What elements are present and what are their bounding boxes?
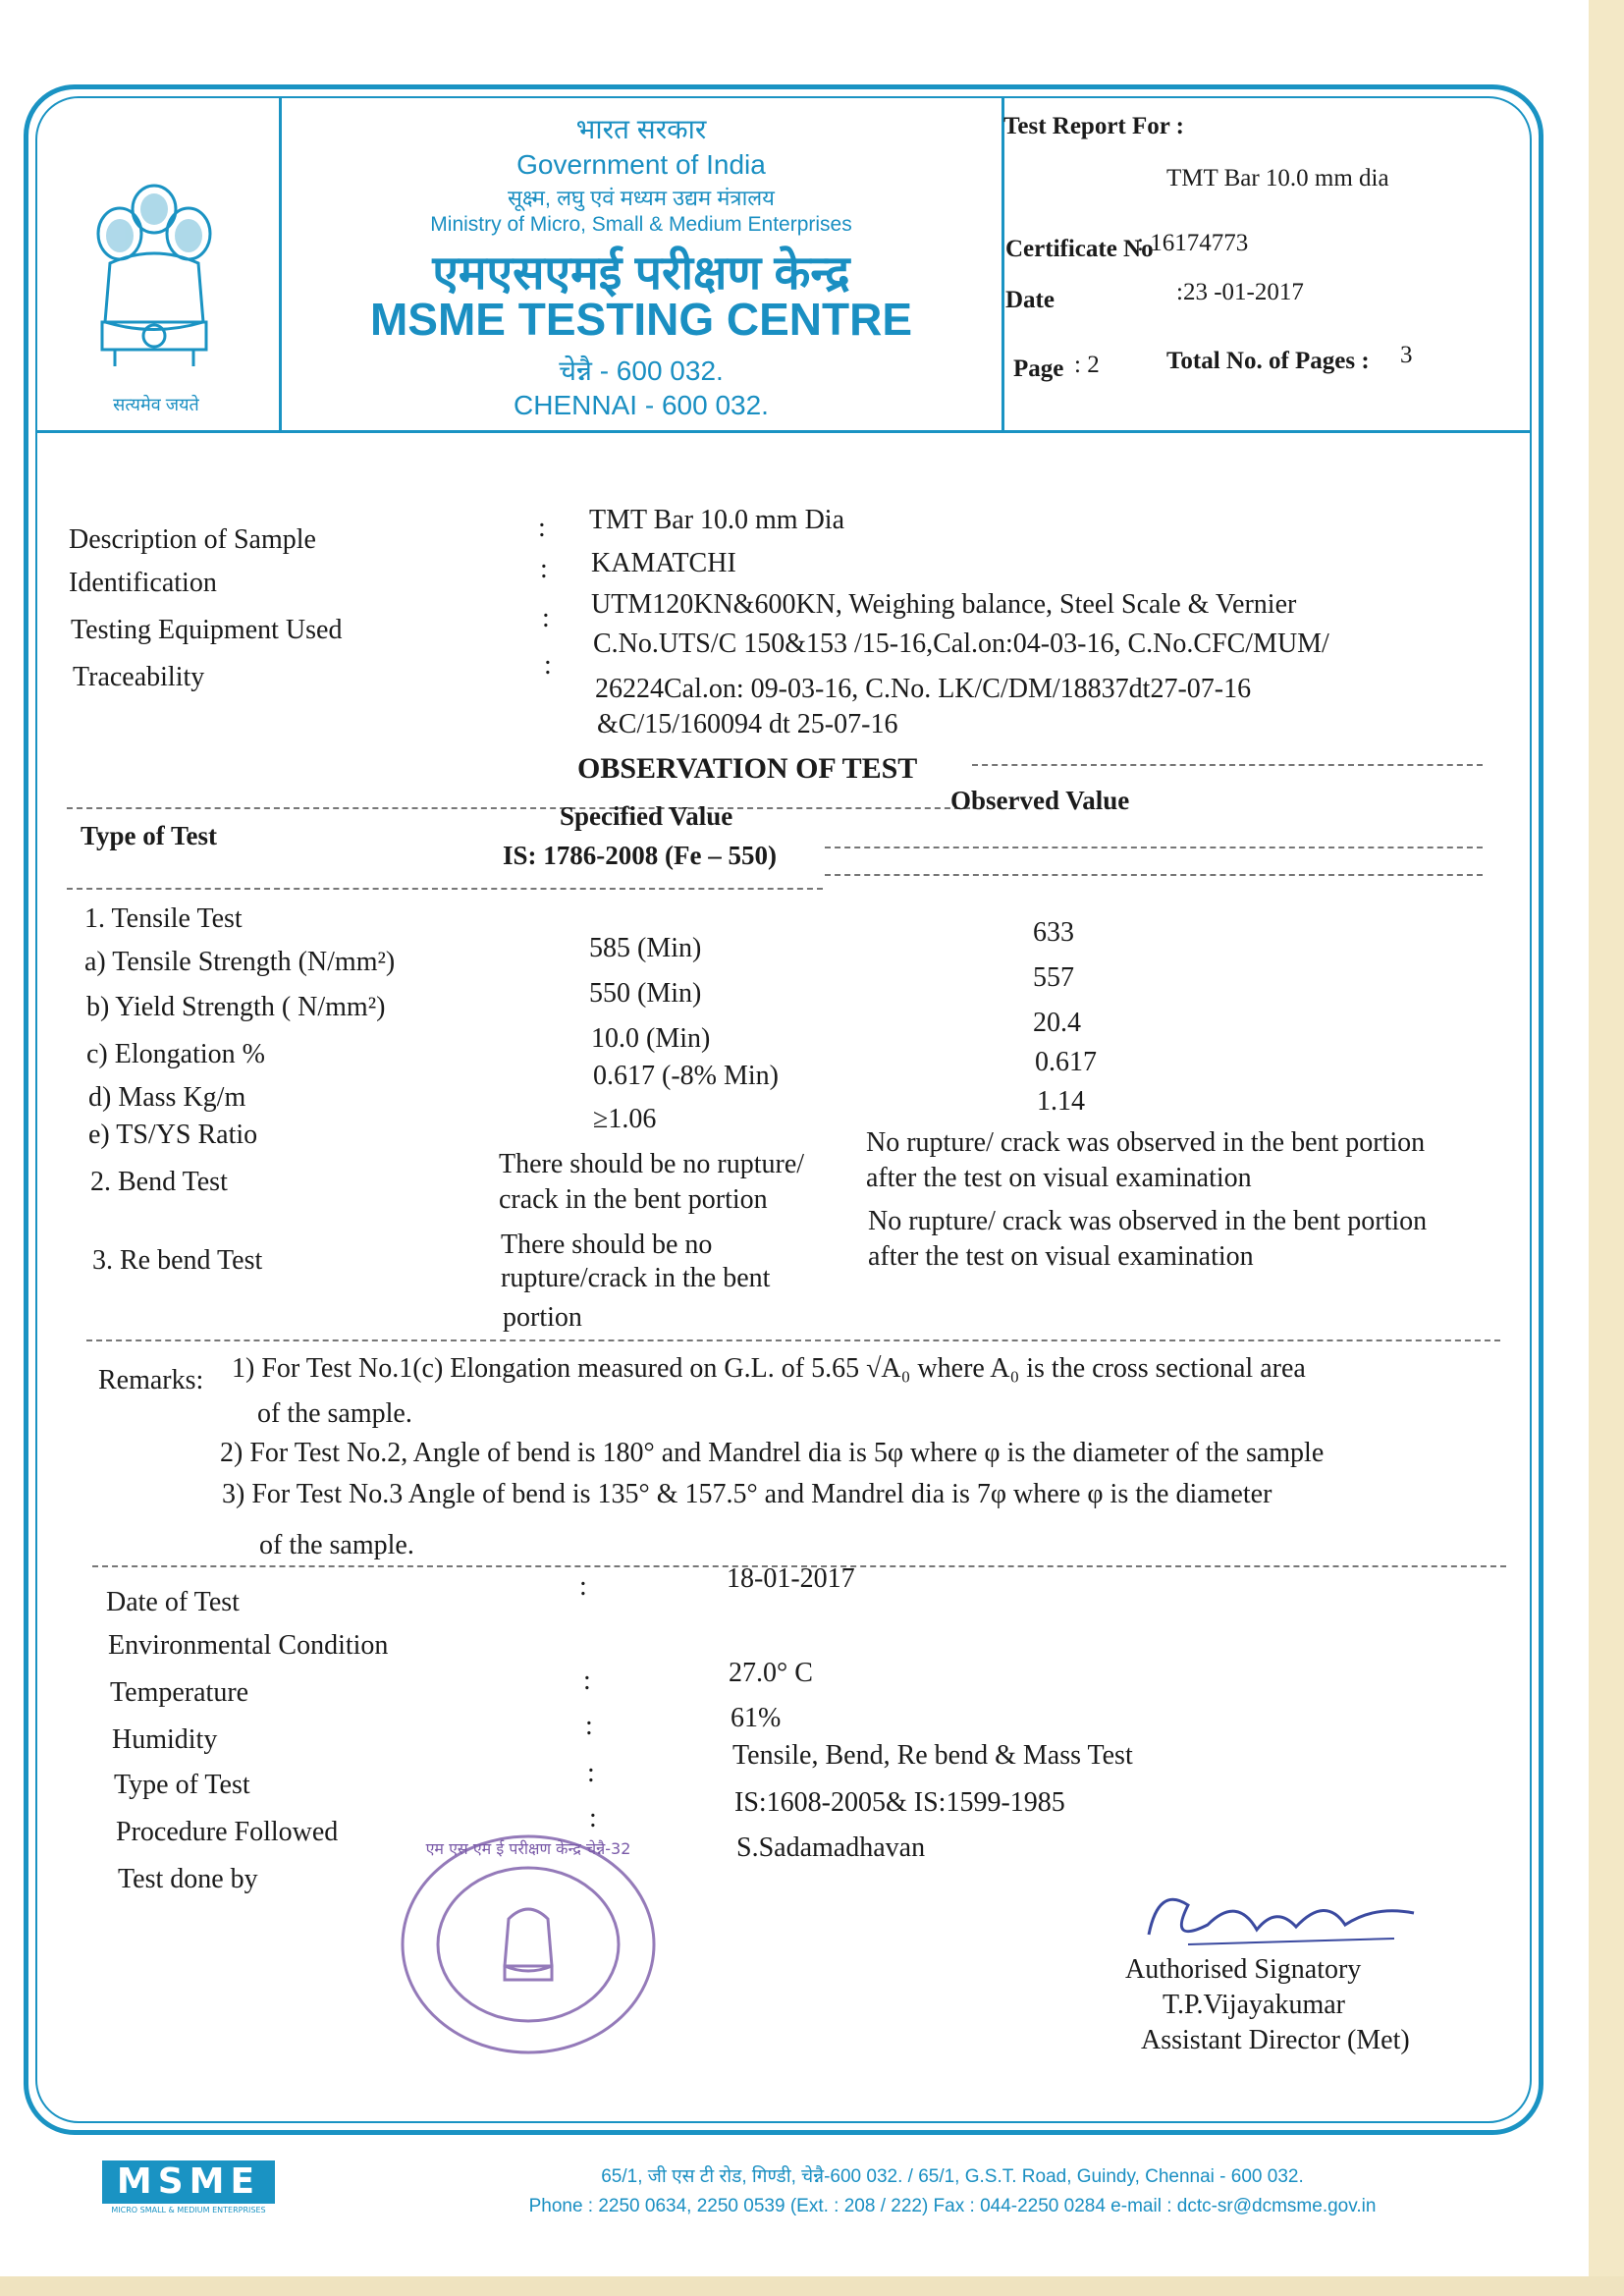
spec-yield-strength: 550 (Min) xyxy=(589,978,702,1009)
spec-rebend-line-3: portion xyxy=(503,1302,582,1333)
sample-label-description: Description of Sample xyxy=(69,524,316,555)
test-tensile: 1. Tensile Test xyxy=(84,903,243,934)
remark-3: 3) For Test No.3 Angle of bend is 135° & 157.5° and Mandrel dia is 7φ where φ is the diameter xyxy=(222,1479,1272,1509)
sample-colon: : xyxy=(542,603,550,633)
cond-colon: : xyxy=(587,1758,595,1788)
hindi-ministry: सूक्ष्म, लघु एवं मध्यम उद्यम मंत्रालय xyxy=(508,186,775,210)
sample-colon: : xyxy=(538,513,546,543)
observation-title: OBSERVATION OF TEST xyxy=(577,752,918,785)
city: CHENNAI - 600 032. xyxy=(514,390,769,420)
obs-value: 0.617 xyxy=(1035,1047,1097,1077)
sample-label-equipment: Testing Equipment Used xyxy=(71,615,343,645)
spec-rebend-line-1: There should be no xyxy=(501,1230,713,1260)
obs-value: 557 xyxy=(1033,962,1074,993)
spec-mass: 0.617 (-8% Min) xyxy=(593,1061,779,1091)
cond-colon: : xyxy=(579,1571,587,1602)
national-emblem-icon xyxy=(81,175,228,391)
remarks-label: Remarks: xyxy=(98,1365,204,1395)
ministry: Ministry of Micro, Small & Medium Enterprises xyxy=(430,213,852,236)
sample-value-identification: KAMATCHI xyxy=(591,548,736,578)
obs-rebend-line-2: after the test on visual examination xyxy=(868,1241,1254,1272)
emblem-motto: सत्यमेव जयते xyxy=(113,395,199,414)
signatory-designation: Assistant Director (Met) xyxy=(1141,2025,1410,2055)
cond-label-date: Date of Test xyxy=(106,1587,240,1617)
sample-value-equipment: UTM120KN&600KN, Weighing balance, Steel Scale & Vernier xyxy=(591,589,1297,620)
test-mass: d) Mass Kg/m xyxy=(88,1082,246,1113)
date-label: Date xyxy=(1005,287,1055,313)
signatory-name: T.P.Vijayakumar xyxy=(1163,1990,1345,2020)
government-of-india: Government of India xyxy=(516,149,766,180)
obs-bend-line-2: after the test on visual examination xyxy=(866,1163,1252,1193)
divider xyxy=(67,807,970,809)
col-observed-value: Observed Value xyxy=(950,786,1130,815)
cond-value-date: 18-01-2017 xyxy=(727,1563,855,1594)
remark-1-cont: of the sample. xyxy=(257,1398,412,1429)
page-bottom-edge xyxy=(0,2276,1624,2296)
cond-value-done-by: S.Sadamadhavan xyxy=(736,1832,926,1863)
spec-tensile-strength: 585 (Min) xyxy=(589,933,702,963)
signature-icon xyxy=(1129,1876,1434,1964)
centre-name: MSME TESTING CENTRE xyxy=(369,294,913,345)
cond-label-procedure: Procedure Followed xyxy=(116,1817,339,1847)
certificate-value: : 16174773 xyxy=(1137,230,1249,256)
divider xyxy=(972,764,1483,766)
obs-value: 20.4 xyxy=(1033,1008,1081,1038)
test-report-value: TMT Bar 10.0 mm dia xyxy=(1166,165,1389,191)
certificate-label: Certificate No xyxy=(1005,236,1154,262)
header-divider-left xyxy=(279,98,282,432)
footer-contact: Phone : 2250 0634, 2250 0539 (Ext. : 208 / 222) Fax : 044-2250 0284 e-mail : dctc-sr@dcmsme.gov.in xyxy=(528,2196,1377,2216)
page-label: Page xyxy=(1013,355,1064,382)
msme-logo: MSME xyxy=(102,2160,275,2204)
spec-bend-line-2: crack in the bent portion xyxy=(499,1184,768,1215)
standard: IS: 1786-2008 (Fe – 550) xyxy=(503,841,777,870)
header-bottom-line xyxy=(37,430,1530,433)
cond-colon: : xyxy=(585,1711,593,1741)
cond-colon: : xyxy=(589,1803,597,1833)
test-report-label: Test Report For : xyxy=(1003,113,1184,139)
sample-value-description: TMT Bar 10.0 mm Dia xyxy=(589,505,845,535)
total-pages-value: 3 xyxy=(1400,342,1413,368)
obs-bend-line-1: No rupture/ crack was observed in the bent portion xyxy=(866,1127,1426,1158)
hindi-centre-name: एमएसएमई परीक्षण केन्द्र xyxy=(432,247,850,300)
sample-value-traceability: C.No.UTS/C 150&153 /15-16,Cal.on:04-03-16, C.No.CFC/MUM/ xyxy=(593,629,1329,659)
divider xyxy=(825,874,1483,876)
msme-logo-subtext: MICRO SMALL & MEDIUM ENTERPRISES xyxy=(111,2206,266,2214)
cond-value-type: Tensile, Bend, Re bend & Mass Test xyxy=(732,1740,1133,1771)
cond-label-type: Type of Test xyxy=(114,1770,250,1800)
test-ts-ys-ratio: e) TS/YS Ratio xyxy=(88,1120,258,1150)
sample-colon: : xyxy=(540,554,548,584)
cond-label-humidity: Humidity xyxy=(112,1724,218,1755)
spec-ts-ys-ratio: ≥1.06 xyxy=(593,1104,657,1134)
spec-rebend-line-2: rupture/crack in the bent xyxy=(501,1263,771,1293)
page-edge xyxy=(1589,0,1624,2296)
cond-label-temperature: Temperature xyxy=(110,1677,249,1708)
test-elongation: c) Elongation % xyxy=(86,1039,265,1069)
col-specified-value: Specified Value xyxy=(560,801,733,831)
official-seal-icon xyxy=(397,1829,660,2060)
remark-3-cont: of the sample. xyxy=(259,1530,414,1560)
traceability-line-2: 26224Cal.on: 09-03-16, C.No. LK/C/DM/18837dt27-07-16 xyxy=(595,674,1252,704)
obs-value: 1.14 xyxy=(1037,1086,1085,1117)
hindi-government: भारत सरकार xyxy=(575,114,707,144)
spec-bend-line-1: There should be no rupture/ xyxy=(499,1149,805,1179)
signatory-title: Authorised Signatory xyxy=(1125,1954,1362,1985)
cond-value-humidity: 61% xyxy=(731,1703,782,1733)
obs-value: 633 xyxy=(1033,917,1074,948)
traceability-line-3: &C/15/160094 dt 25-07-16 xyxy=(597,709,898,739)
test-yield-strength: b) Yield Strength ( N/mm²) xyxy=(86,992,386,1022)
sample-label-identification: Identification xyxy=(69,568,217,598)
test-rebend: 3. Re bend Test xyxy=(92,1245,263,1276)
footer-address: 65/1, जी एस टी रोड, गिण्डी, चेन्नै-600 032. / 65/1, G.S.T. Road, Guindy, Chennai - 600 032. xyxy=(601,2166,1304,2187)
total-pages-label: Total No. of Pages : xyxy=(1166,348,1370,374)
divider xyxy=(86,1339,1500,1341)
cond-label-done-by: Test done by xyxy=(118,1864,258,1894)
remark-2: 2) For Test No.2, Angle of bend is 180° and Mandrel dia is 5φ where φ is the diameter of the sample xyxy=(220,1438,1325,1468)
cond-value-temperature: 27.0° C xyxy=(729,1658,813,1688)
cond-label-environment: Environmental Condition xyxy=(108,1630,389,1661)
obs-rebend-line-1: No rupture/ crack was observed in the bent portion xyxy=(868,1206,1428,1236)
sample-colon: : xyxy=(544,650,552,681)
divider xyxy=(67,888,823,890)
cond-colon: : xyxy=(583,1666,591,1696)
col-type-of-test: Type of Test xyxy=(81,821,218,850)
test-tensile-strength: a) Tensile Strength (N/mm²) xyxy=(84,947,396,977)
hindi-city: चेन्नै - 600 032. xyxy=(559,355,724,386)
sample-label-traceability: Traceability xyxy=(73,662,205,692)
divider xyxy=(825,847,1483,848)
remark-1: 1) For Test No.1(c) Elongation measured on G.L. of 5.65 √A₀ where A₀ is the cross sectional area xyxy=(232,1353,1306,1384)
date-value: :23 -01-2017 xyxy=(1176,279,1304,305)
page-value: : 2 xyxy=(1074,352,1100,378)
header-divider-right xyxy=(1001,98,1004,432)
seal-text: एम एस एम ई परीक्षण केन्द्र चेन्नै-32 xyxy=(425,1839,631,1858)
spec-elongation: 10.0 (Min) xyxy=(591,1023,711,1054)
cond-value-procedure: IS:1608-2005& IS:1599-1985 xyxy=(734,1787,1065,1818)
test-bend: 2. Bend Test xyxy=(90,1167,228,1197)
